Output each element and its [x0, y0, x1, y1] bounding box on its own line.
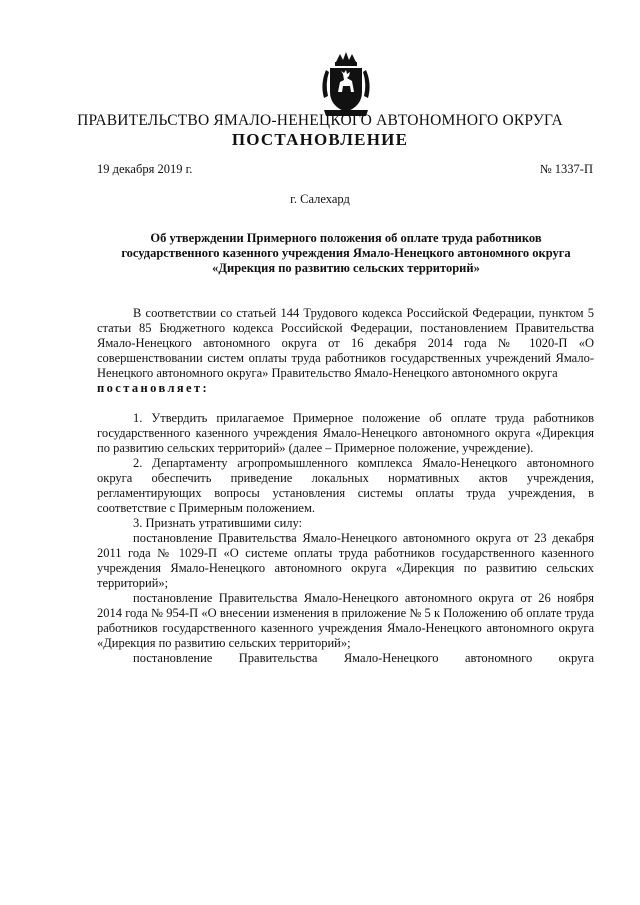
document-title: Об утверждении Примерного положения об оплате труда работников государственного казенного учреждения Ямало-Ненецкого автономного округа «Дирекция по развитию сельских территорий»: [121, 231, 571, 275]
item-1: 1. Утвердить прилагаемое Примерное положение об оплате труда работников государственного казенного учреждения Ямало-Ненецкого автономного округа «Дирекция по развитию сельских территорий» (далее – Примерное положение, учреждение).: [97, 411, 594, 455]
repealed-act-1: постановление Правительства Ямало-Ненецкого автономного округа от 23 декабря 2011 года № 1029-П «О системе оплаты труда работников государственного казенного учреждения Ямало-Ненецкого автономного округа «Дирекция по развитию сельских территорий»;: [97, 531, 594, 590]
document-body: [97, 306, 594, 666]
document-date: 19 декабря 2019 г.: [97, 162, 193, 176]
yamal-coat-of-arms-icon: [316, 52, 376, 118]
government-name: ПРАВИТЕЛЬСТВО ЯМАЛО-НЕНЕЦКОГО АВТОНОМНОГО ОКРУГА: [77, 112, 563, 129]
repealed-act-3: постановление Правительства Ямало-Ненецкого автономного округа: [133, 651, 594, 665]
preamble: В соответствии со статьей 144 Трудового кодекса Российской Федерации, пунктом 5 статьи 85 Бюджетного кодекса Российской Федерации, постановлением Правительства Ямало-Ненецкого автономного округа от 16 декабря 2014 года № 1020-П «О совершенствовании систем оплаты труда работников государственных учреждений Ямало-Ненецкого автономного округа» Правительство Ямало-Ненецкого автономного округа: [97, 306, 594, 380]
document-city: г. Салехард: [290, 192, 350, 206]
item-2: 2. Департаменту агропромышленного комплекса Ямало-Ненецкого автономного округа обеспечить приведение локальных нормативных актов учреждения, регламентирующих вопросы установления системы оплаты труда учреждения, в соответствие с Примерным положением.: [97, 456, 594, 515]
document-type: ПОСТАНОВЛЕНИЕ: [231, 130, 409, 149]
document-number: № 1337-П: [539, 162, 593, 176]
repealed-act-2: постановление Правительства Ямало-Ненецкого автономного округа от 26 ноября 2014 года № 954-П «О внесении изменения в приложение № 5 к Положению об оплате труда работников государственного казенного учреждения Ямало-Ненецкого автономного округа «Дирекция по развитию сельских территорий»;: [97, 591, 594, 650]
decree-word: постановляет:: [97, 381, 210, 395]
item-3: 3. Признать утратившими силу:: [133, 516, 303, 530]
